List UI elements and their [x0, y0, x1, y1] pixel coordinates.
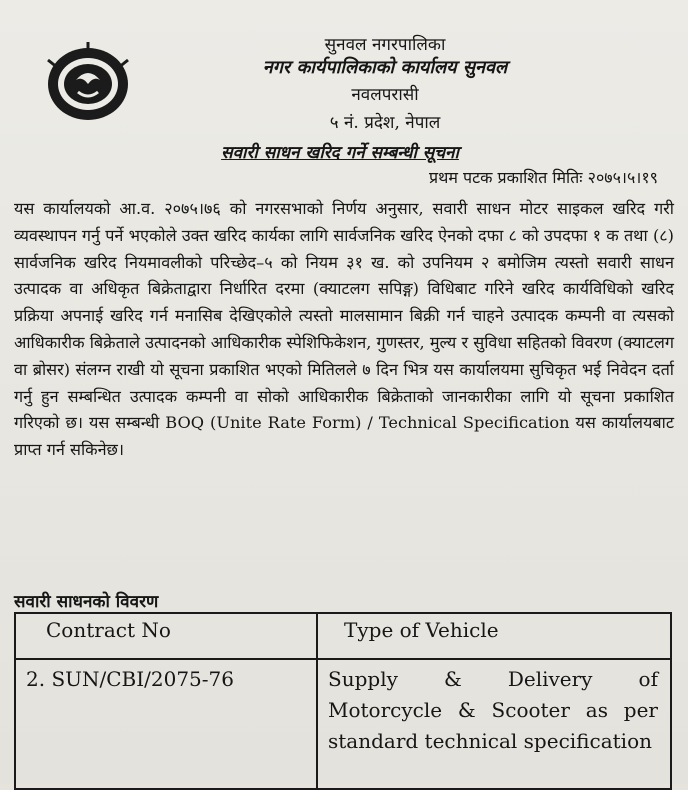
- municipality-name: सुनवल नगरपालिका: [324, 35, 446, 55]
- column-header-type-of-vehicle: Type of Vehicle: [317, 613, 671, 659]
- publication-date: [429, 166, 658, 188]
- notice-title: सवारी साधन खरिद गर्ने सम्बन्धी सूचना: [221, 143, 459, 163]
- vehicle-type-cell: Supply & Delivery of Motorcycle & Scooter as per standard technical specification: [317, 659, 671, 789]
- contract-no-cell: 2. SUN/CBI/2075-76: [15, 659, 317, 789]
- notice-body: यस कार्यालयको आ.व. २०७५।७६ को नगरसभाको निर्णय अनुसार, सवारी साधन मोटर साइकल खरिद गरी व्यवस्थापन गर्नु पर्ने भएकोले उक्त खरिद कार्यका लागि सार्वजनिक खरिद ऐनको दफा ८ को उपदफा १ क तथा (८) सार्वजनिक खरिद नियमावलीको परिच्छेद–५ को नियम ३१ ख. को उपनियम २ बमोजिम त्यस्तो सवारी साधन उत्पादक वा अधिकृत बिक्रेताद्वारा निर्धारित दरमा (क्याटलग सपिङ्ग) विधिबाट गरिने खरिद कार्यविधिको खरिद प्रक्रिया अपनाई खरिद गर्न मनासिब देखिएकोले त्यस्तो मालसामान बिक्री गर्न चाहने उत्पादक कम्पनी वा त्यसको आधिकारीक बिक्रेताले उत्पादनको आधिकारीक स्पेशिफिकेशन, गुणस्तर, मुल्य र सुविधा सहितको विवरण (क्याटलग वा ब्रोसर) संलग्न राखी यो सूचना प्रकाशित भएको मितिलले ७ दिन भित्र यस कार्यालयमा सुचिकृत भई निवेदन दर्ता गर्नु हुन सम्बन्धित उत्पादक कम्पनी वा सोको आधिकारीक बिक्रेताको जानकारीका लागि यो सूचना प्रकाशित गरिएको छ। यस सम्बन्धी BOQ (Unite Rate Form) / Technical Specification यस कार्यालयबाट प्राप्त गर्न सकिनेछ।: [14, 199, 674, 460]
- office-name: नगर कार्यपालिकाको कार्यालय सुनवल: [262, 57, 508, 78]
- table-header-row: [15, 613, 671, 659]
- province-name: ५ नं. प्रदेश, नेपाल: [329, 113, 441, 133]
- government-emblem-icon: [42, 40, 134, 124]
- publication-date-label: प्रथम पटक प्रकाशित मितिः: [429, 168, 583, 187]
- vehicle-details-table: [14, 612, 672, 790]
- table-row: [15, 659, 671, 789]
- vehicle-details-title: सवारी साधनको विवरण: [14, 592, 159, 612]
- district-name: नवलपरासी: [351, 85, 419, 105]
- publication-date-value: २०७५।५।१९: [587, 168, 658, 187]
- column-header-contract-no: Contract No: [15, 613, 317, 659]
